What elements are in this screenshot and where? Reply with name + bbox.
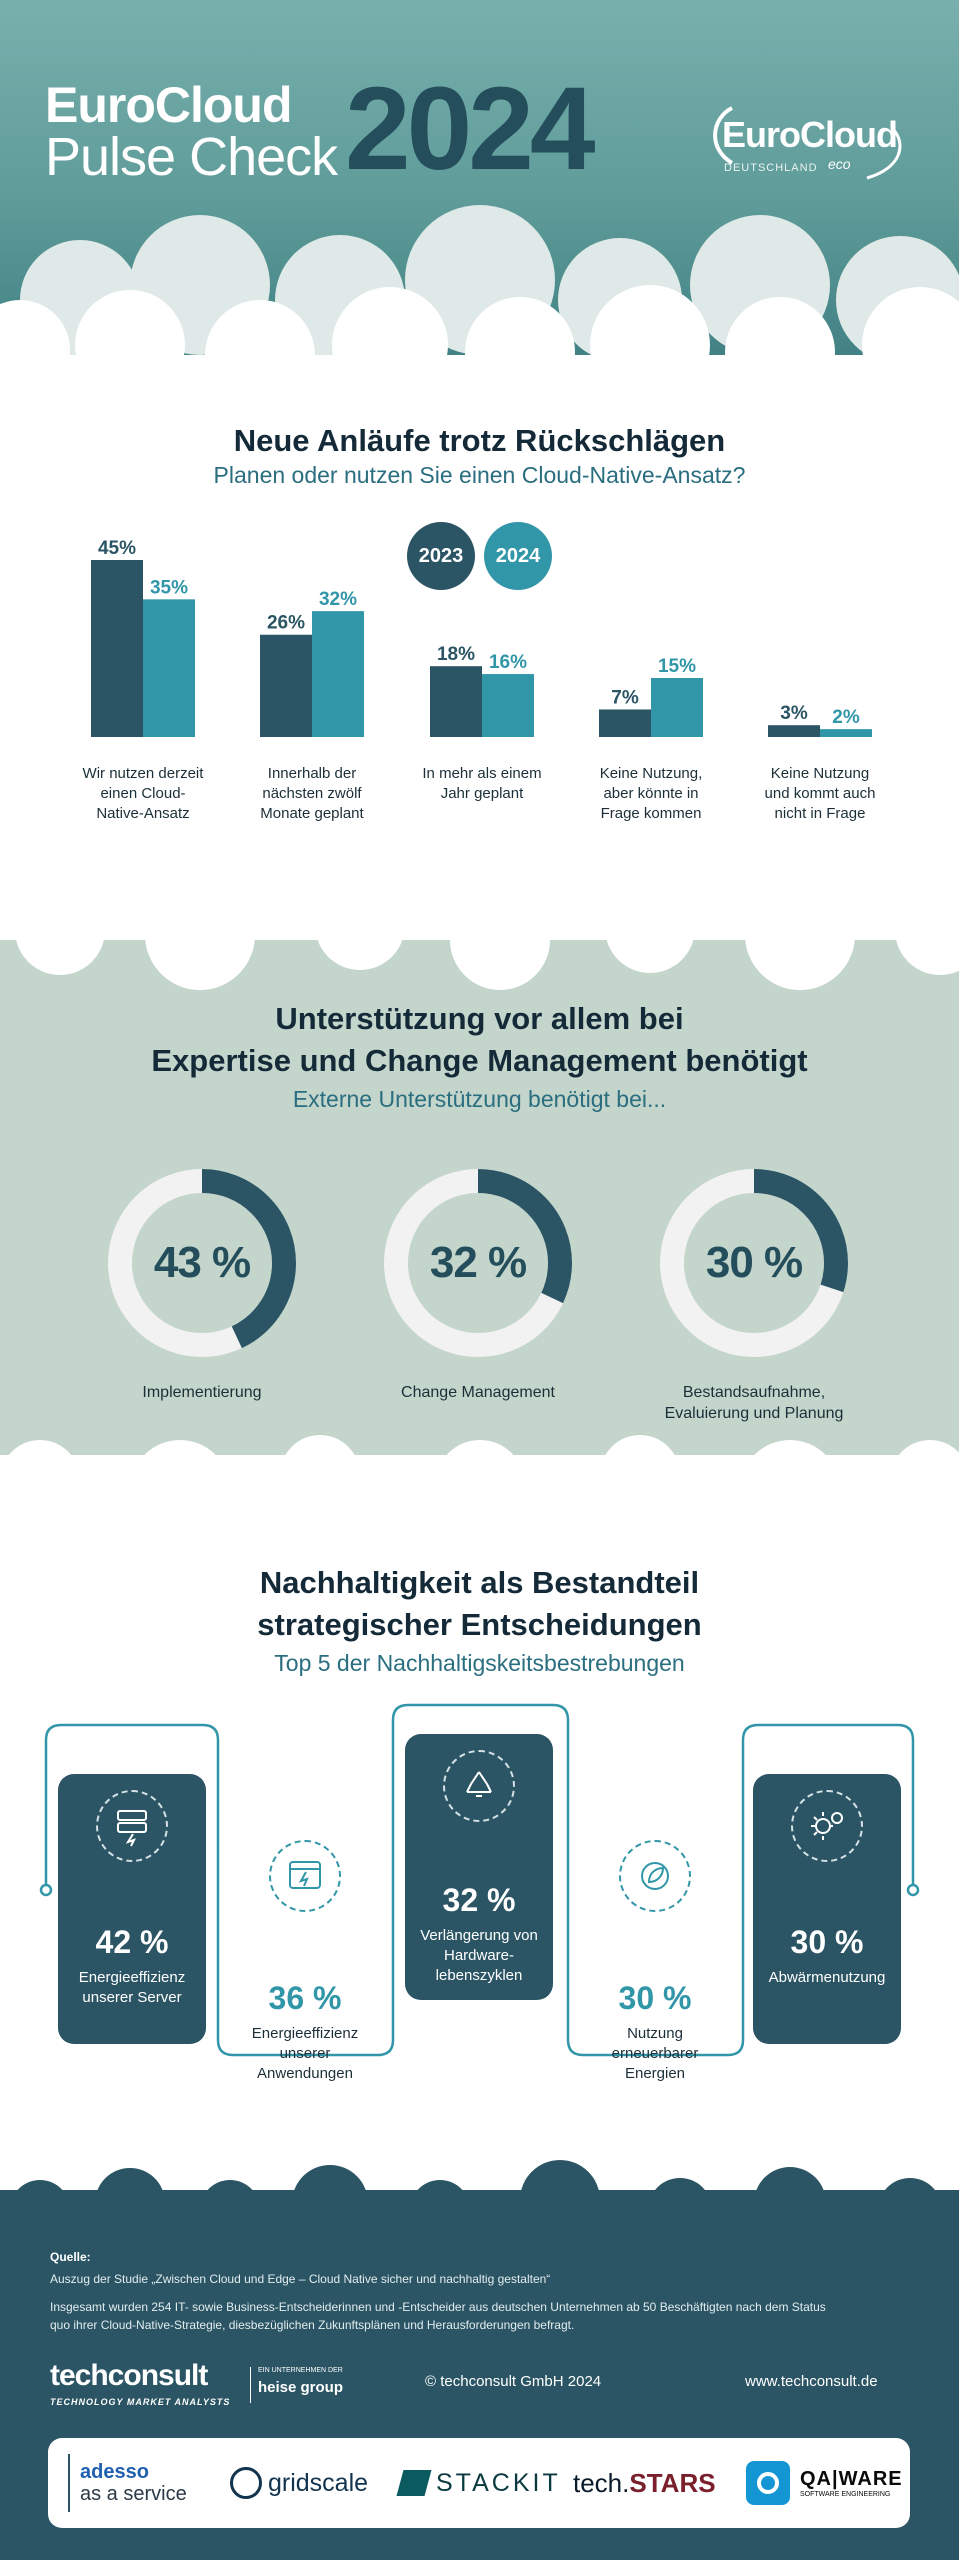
card-percent: 36 % (268, 1980, 342, 2016)
heat-icon (791, 1790, 863, 1862)
source-description: Insgesamt wurden 254 IT- sowie Business-Entscheiderinnen und -Entscheider aus deutschen Unternehmen ab 50 Beschäftigten nach dem Status (50, 2300, 826, 2314)
adesso-logo (68, 2438, 187, 2528)
cloud-native-section (0, 370, 959, 900)
sustainability-card-servers (58, 1774, 206, 2044)
donut-value: 30 % (705, 1238, 803, 1287)
category-label: Monate geplant (260, 805, 364, 822)
techstars-logo (573, 2438, 716, 2528)
stackit-logo (400, 2438, 561, 2528)
card-percent: 30 % (790, 1924, 864, 1960)
section3-title-line1: Nachhaltigkeit als Bestandteil (259, 1565, 700, 1600)
donut-change-management (383, 1168, 573, 1358)
source-study: Auszug der Studie „Zwischen Cloud und Edge – Cloud Native sicher und nachhaltig gestalten“ (50, 2272, 551, 2286)
card-label: Energieeffizienz (78, 1969, 186, 1986)
legend-2023: 2023 (407, 522, 475, 590)
divider (250, 2367, 251, 2403)
bar-value-label: 35% (149, 577, 189, 599)
category-label: In mehr als einem (422, 765, 542, 782)
footer (0, 2190, 959, 2560)
partner-logos (48, 2438, 910, 2528)
techstars-b: STARS (629, 2467, 716, 2498)
gridscale-name: gridscale (268, 2468, 369, 2497)
donut-caption: Evaluierung und Planung (664, 1405, 844, 1422)
header (0, 0, 959, 370)
bar-2023-1 (260, 635, 312, 737)
techconsult-logo: techconsult (50, 2359, 208, 2392)
report-title: EuroCloud (45, 77, 292, 133)
gridscale-icon (230, 2467, 262, 2499)
techstars-a: tech. (573, 2467, 630, 2498)
support-section (0, 900, 959, 1480)
bar-2023-0 (91, 560, 143, 737)
sustainability-card-renewables (580, 1840, 730, 2090)
donut-bestandsaufnahme (659, 1168, 849, 1358)
bar-2024-1 (312, 611, 364, 737)
recycle-icon (443, 1750, 515, 1822)
donut-caption: Implementierung (142, 1384, 262, 1401)
section1-subtitle: Planen oder nutzen Sie einen Cloud-Native-Ansatz? (213, 462, 746, 488)
brand-row (50, 2355, 910, 2415)
legend-2024: 2024 (484, 522, 552, 590)
bar-value-label: 32% (318, 589, 358, 611)
copyright: © techconsult GmbH 2024 (425, 2373, 602, 2390)
stackit-icon (397, 2470, 432, 2496)
footer-cloud-edge (0, 2165, 959, 2225)
server-icon (96, 1790, 168, 1862)
bar-value-label: 45% (97, 538, 137, 559)
bar-2023-4 (768, 725, 820, 737)
bar-value-label: 7% (611, 687, 639, 709)
section2-title-line1: Unterstützung vor allem bei (275, 1001, 684, 1036)
card-label: Hardware- (443, 1947, 515, 1964)
bar-value-label: 3% (780, 703, 808, 725)
website-link[interactable]: www.techconsult.de (745, 2373, 878, 2390)
card-percent: 30 % (618, 1980, 692, 2016)
qaware-name: QA|WARE (800, 2468, 903, 2490)
bar-value-label: 15% (657, 656, 697, 677)
report-year: 2024 (345, 63, 592, 195)
donut-implementierung (107, 1168, 297, 1358)
bar-value-label: 16% (488, 652, 528, 674)
bar-2024-3 (651, 678, 703, 737)
card-label: Energieeffizienz (251, 2025, 359, 2042)
card-label: Energien (624, 2065, 686, 2082)
bar-2023-3 (599, 709, 651, 737)
card-label: Verlängerung von (420, 1927, 538, 1944)
app-window-icon (269, 1840, 341, 1912)
section3-subtitle: Top 5 der Nachhaltigskeitsbestrebungen (274, 1650, 685, 1676)
logo-name: EuroCloud (722, 114, 897, 155)
heise-logo: heise group (258, 2379, 344, 2396)
logo-country: DEUTSCHLAND (724, 162, 818, 174)
stackit-name: STACKIT (436, 2468, 561, 2497)
leaf-icon (619, 1840, 691, 1912)
eurocloud-logo (692, 88, 922, 188)
bar-2024-0 (143, 599, 195, 737)
card-percent: 32 % (442, 1882, 516, 1918)
adesso-name: adesso (80, 2461, 149, 2483)
source-description: quo ihrer Cloud-Native-Strategie, diesbezüglichen Zukunftsplänen und Herausforderungen befragt. (50, 2318, 575, 2332)
bar-value-label: 26% (266, 612, 306, 634)
adesso-sub: as a service (80, 2483, 187, 2505)
category-label: aber könnte in (603, 785, 699, 802)
category-label: Keine Nutzung, (599, 765, 703, 782)
card-label: unserer (279, 2045, 331, 2062)
section2-title-line2: Expertise und Change Management benötigt (151, 1043, 808, 1078)
category-label: nicht in Frage (774, 805, 866, 822)
qaware-logo (746, 2438, 903, 2528)
logo-eco: eco (828, 156, 851, 172)
donut-caption: Bestandsaufnahme, (682, 1384, 826, 1401)
section1-title: Neue Anläufe trotz Rückschlägen (233, 423, 726, 458)
donut-caption: Change Management (401, 1384, 555, 1401)
qaware-sub: SOFTWARE ENGINEERING (800, 2491, 891, 2498)
bar-value-label: 2% (832, 707, 860, 729)
category-label: nächsten zwölf (262, 785, 362, 802)
sustainability-card-waste-heat (753, 1774, 901, 2044)
category-label: einen Cloud- (100, 785, 186, 802)
sustainability-card-applications (230, 1840, 380, 2090)
card-label: Anwendungen (257, 2065, 353, 2082)
source-title: Quelle: (50, 2250, 91, 2264)
sustainability-card-hardware (405, 1734, 553, 2000)
category-label: Innerhalb der (267, 765, 357, 782)
qaware-icon (746, 2461, 790, 2505)
card-label: Nutzung (627, 2025, 683, 2042)
techconsult-tagline: TECHNOLOGY MARKET ANALYSTS (50, 2397, 231, 2407)
bar-2024-4 (820, 729, 872, 737)
sustainability-section (0, 1480, 959, 2190)
category-label: Native-Ansatz (96, 805, 190, 822)
report-subtitle: Pulse Check (45, 127, 338, 187)
card-label: Abwärmenutzung (768, 1969, 886, 1986)
bar-value-label: 18% (436, 644, 476, 666)
card-percent: 42 % (95, 1924, 169, 1960)
group-caption: EIN UNTERNEHMEN DER (258, 2367, 343, 2374)
category-label: Jahr geplant (440, 785, 524, 802)
card-label: erneuerbarer (611, 2045, 699, 2062)
category-label: und kommt auch (764, 785, 876, 802)
donut-value: 43 % (153, 1238, 251, 1287)
section3-title-line2: strategischer Entscheidungen (257, 1607, 702, 1642)
section2-subtitle: Externe Unterstützung benötigt bei... (292, 1086, 667, 1112)
gridscale-logo (230, 2438, 368, 2528)
category-label: Wir nutzen derzeit (82, 765, 204, 782)
card-label: lebenszyklen (435, 1967, 523, 1984)
card-label: unserer Server (82, 1989, 182, 2006)
donut-value: 32 % (429, 1238, 527, 1287)
bar-2024-2 (482, 674, 534, 737)
category-label: Frage kommen (600, 805, 702, 822)
bar-2023-2 (430, 666, 482, 737)
category-label: Keine Nutzung (770, 765, 870, 782)
